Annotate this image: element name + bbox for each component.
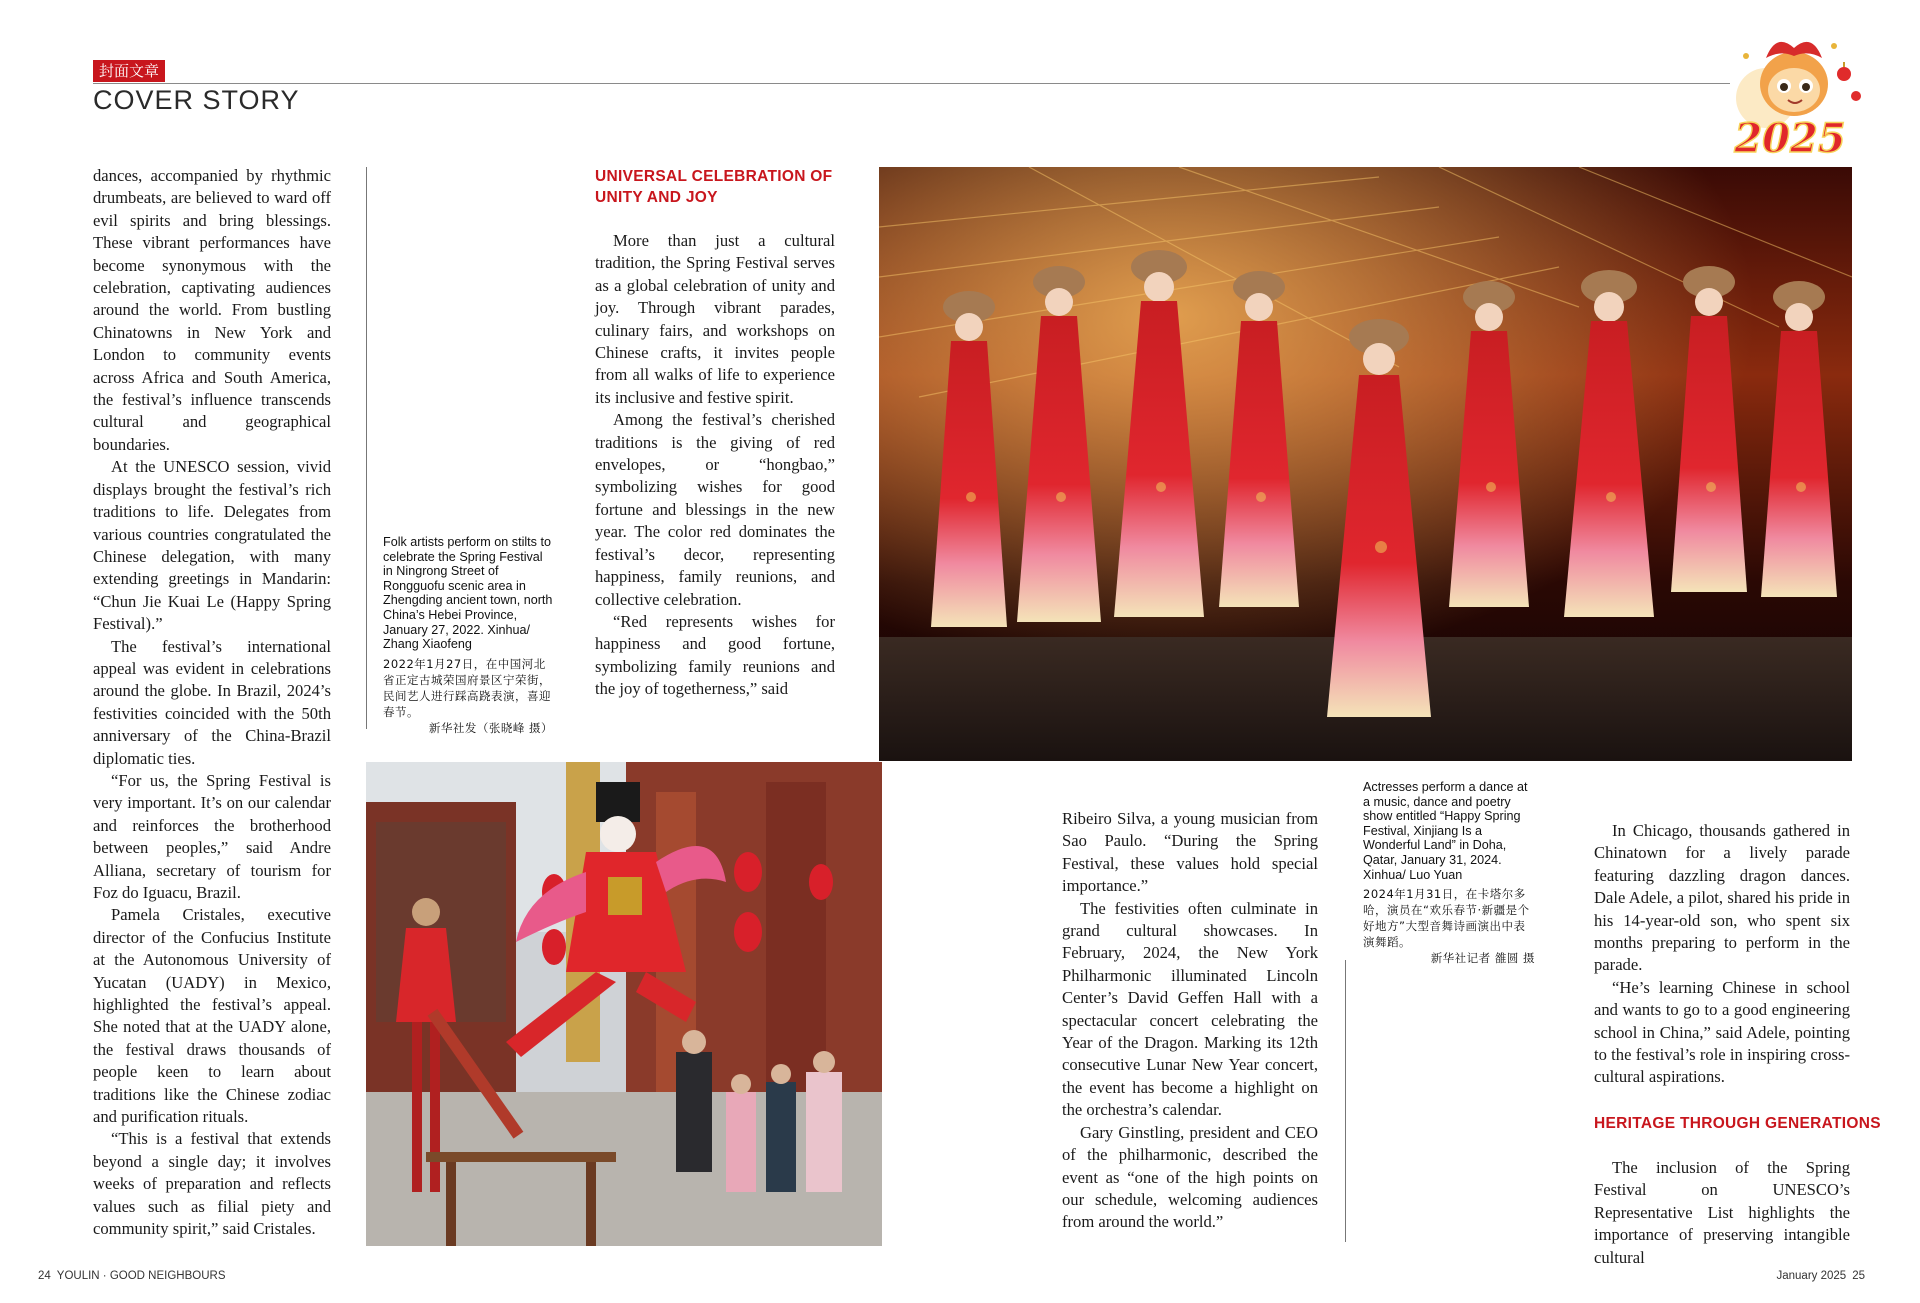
mascot-illustration xyxy=(1716,26,1868,170)
paragraph: Among the festival’s cherished traditions is the giving of red envelopes, or “hongbao,” symbolizing wishes for good fortune and blessings in the new year. The color red dominates the festival’s decor, representing happiness, family reunions, and collective celebration. xyxy=(595,410,835,609)
article-column-2 xyxy=(595,230,835,701)
column-rule xyxy=(1345,960,1346,1242)
issue-date: January 2025 xyxy=(1776,1270,1847,1282)
paragraph: The festivities often culminate in grand cultural showcases. In February, 2024, the New York Philharmonic illuminated Lincoln Center’s David Geffen Hall with a spectacular concert celebrating the Year of the Dragon. Marking its 12th consecutive Lunar New Year concert, the event has become a highlight on the orchestra’s calendar. xyxy=(1062,898,1318,1120)
article-column-4 xyxy=(1594,820,1850,1089)
article-column-4-continued xyxy=(1594,1157,1850,1269)
paragraph: “This is a festival that extends beyond a single day; it involves weeks of preparation and reflects values such as filial piety and community spirit,” said Cristales. xyxy=(93,1129,331,1239)
caption-credit: 新华社发（张晓峰 摄） xyxy=(428,720,553,735)
header-rule xyxy=(93,83,1730,84)
mascot-year-text: 2025 xyxy=(1734,115,1846,162)
stilts-photo-icon xyxy=(366,762,882,1246)
caption-english: Actresses perform a dance at a music, dance and poetry show entitled “Happy Spring Festival, Xinjiang Is a Wonderful Land” in Doha, Qatar, January 31, 2024. Xinhua/ Luo Yuan xyxy=(1363,780,1528,882)
photo-caption-stilts xyxy=(383,535,553,736)
paragraph: At the UNESCO session, vivid displays brought the festival’s rich traditions to life. Delegates from various countries congratulated the Chinese delegation, with many extending greetings in Mandarin: “Chun Jie Kuai Le (Happy Spring Festival).” xyxy=(93,457,331,634)
stilt-performance-photo xyxy=(366,762,882,1246)
paragraph: “Red represents wishes for happiness and good fortune, symbolizing family reunions and the joy of togetherness,” said xyxy=(595,611,835,699)
page-number-left: 24 xyxy=(38,1270,51,1282)
paragraph: “He’s learning Chinese in school and wants to go to a good engineering school in China,” said Adele, pointing to the festival’s role in inspiring cross-cultural aspirations. xyxy=(1594,977,1850,1087)
paragraph: Ribeiro Silva, a young musician from Sao Paulo. “During the Spring Festival, these values hold special importance.” xyxy=(1062,809,1318,896)
dance-performance-photo xyxy=(879,167,1852,761)
paragraph: “For us, the Spring Festival is very important. It’s on our calendar and reinforces the brotherhood between peoples,” said Andre Alliana, secretary of tourism for Foz do Iguacu, Brazil. xyxy=(93,770,331,902)
article-column-1 xyxy=(93,165,331,1241)
paragraph: In Chicago, thousands gathered in Chinatown for a lively parade featuring dazzling dragon dances. Dale Adele, a pilot, shared his pride in his 14-year-old son, who spent six months preparing to perform in the parade. xyxy=(1594,821,1850,975)
caption-chinese: 2024年1月31日，在卡塔尔多哈，演员在“欢乐春节·新疆是个好地方”大型音舞诗画演出中表演舞蹈。 xyxy=(1363,887,1530,950)
caption-english: Folk artists perform on stilts to celebrate the Spring Festival in Ningrong Street of Rongguofu scenic area in Zhengding ancient town, north China’s Hebei Province, January 27, 2022. Xinhua/ Zhang Xiaofeng xyxy=(383,535,553,652)
magazine-name: YOULIN · GOOD NEIGHBOURS xyxy=(56,1270,226,1282)
caption-credit: 新华社记者 雒圆 摄 xyxy=(1430,951,1535,966)
snake-mascot-icon xyxy=(1716,26,1868,170)
section-tag: 封面文章 xyxy=(93,60,165,82)
subheading-unity-joy: UNIVERSAL CELEBRATION OF UNITY AND JOY xyxy=(595,168,833,206)
article-column-3 xyxy=(1062,808,1318,1234)
paragraph: Pamela Cristales, executive director of the Confucius Institute at the Autonomous University of Yucatan (UADY) in Mexico, highlighted the festival’s appeal. She noted that at the UADY alone, the festival draws thousands of people keen to learn about traditions like the Chinese zodiac and purification rituals. xyxy=(93,905,331,1127)
page-number-right: 25 xyxy=(1852,1270,1865,1282)
column-rule xyxy=(366,167,367,729)
paragraph: The inclusion of the Spring Festival on UNESCO’s Representative List highlights the importance of preserving intangible cultural xyxy=(1594,1158,1850,1267)
section-title: COVER STORY xyxy=(93,85,300,115)
dance-photo-icon xyxy=(879,167,1852,761)
subheading-heritage: HERITAGE THROUGH GENERATIONS xyxy=(1594,1115,1881,1132)
folio-left xyxy=(38,1270,225,1282)
paragraph: More than just a cultural tradition, the Spring Festival serves as a global celebration of unity and joy. Through vibrant parades, culinary fairs, and workshops on Chinese crafts, it invites people from all walks of life to experience its inclusive and festive spirit. xyxy=(595,231,835,407)
paragraph: dances, accompanied by rhythmic drumbeats, are believed to ward off evil spirits and bring blessings. These vibrant performances have become synonymous with the celebration, captivating audiences around the world. From bustling Chinatowns in New York and London to community events across Africa and South America, the festival’s influence transcends cultural and geographical boundaries. xyxy=(93,166,331,454)
paragraph: Gary Ginstling, president and CEO of the philharmonic, described the event as “one of the high points on our schedule, welcoming audiences from around the world.” xyxy=(1062,1122,1318,1232)
photo-caption-dance xyxy=(1363,780,1535,966)
paragraph: The festival’s international appeal was evident in celebrations around the globe. In Brazil, 2024’s festivities coincided with the 50th anniversary of the China-Brazil diplomatic ties. xyxy=(93,636,331,768)
caption-chinese: 2022年1月27日，在中国河北省正定古城荣国府景区宁荣街，民间艺人进行踩高跷表演，喜迎春节。 xyxy=(383,656,551,719)
folio-right xyxy=(1777,1270,1866,1282)
